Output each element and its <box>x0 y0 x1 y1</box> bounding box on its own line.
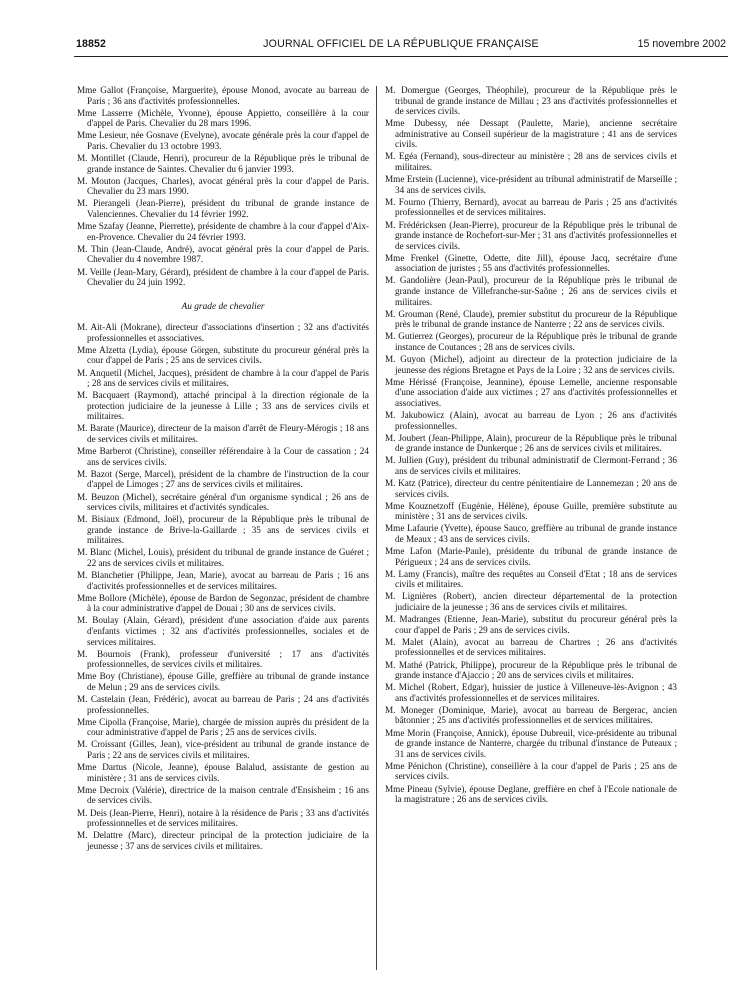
list-entry: Mme Decroix (Valérie), directrice de la maison centrale d'Ensisheim ; 16 ans de services civils. <box>77 784 369 806</box>
list-entry: M. Moneger (Dominique, Marie), avocat au barreau de Bergerac, ancien bâtonnier ; 25 ans d'activités professionnelles et de services militaires. <box>385 704 677 726</box>
list-entry: M. Joubert (Jean-Philippe, Alain), procureur de la République près le tribunal de grande instance de Dunkerque ; 26 ans de services civils et militaires. <box>385 432 677 454</box>
list-entry: M. Malet (Alain), avocat au barreau de Chartres ; 26 ans d'activités professionnelles et de services militaires. <box>385 636 677 658</box>
left-column <box>77 85 369 853</box>
header-rule <box>74 56 728 57</box>
list-entry: M. Delattre (Marc), directeur principal de la protection judiciaire de la jeunesse ; 37 ans de services civils et militaires. <box>77 830 369 851</box>
list-entry: M. Egéa (Fernand), sous-directeur au ministère ; 28 ans de services civils et militaires. <box>385 151 677 173</box>
list-entry: Mme Cipolla (Françoise, Marie), chargée de mission auprès du président de la cour administrative d'appel de Paris ; 25 ans de services civils. <box>77 716 369 738</box>
publication-date: 15 novembre 2002 <box>637 38 726 50</box>
list-entry: M. Gandolière (Jean-Paul), procureur de la République près le tribunal de grande instance de Villefranche-sur-Saône ; 26 ans de services civils et militaires. <box>385 275 677 307</box>
list-entry: M. Michel (Robert, Edgar), huissier de justice à Villeneuve-lès-Avignon ; 43 ans d'activités professionnelles et de services militaires. <box>385 682 677 703</box>
list-entry: M. Deis (Jean-Pierre, Henri), notaire à la résidence de Paris ; 33 ans d'activités professionnelles et de services militaires. <box>77 807 369 829</box>
journal-title: JOURNAL OFFICIEL DE LA RÉPUBLIQUE FRANÇAISE <box>263 38 539 50</box>
right-column <box>385 85 677 806</box>
list-entry: M. Barate (Maurice), directeur de la maison d'arrêt de Fleury-Mérogis ; 18 ans de services civils et militaires. <box>77 423 369 444</box>
list-entry: M. Guyon (Michel), adjoint au directeur de la protection judiciaire de la jeunesse des régions Bretagne et Pays de la Loire ; 32 ans de services civils. <box>385 354 677 375</box>
list-entry: Mme Morin (Françoise, Annick), épouse Dubreuil, vice-présidente au tribunal de grande instance de Nanterre, chargée du tribunal d'instance de Puteaux ; 31 ans de services civils. <box>385 727 677 759</box>
list-entry: M. Bisiaux (Edmond, Joël), procureur de la République près le tribunal de grande instance de Brive-la-Gaillarde ; 35 ans de services civils et militaires. <box>77 514 369 546</box>
list-entry: M. Fourno (Thierry, Bernard), avocat au barreau de Paris ; 25 ans d'activités professionnelles et de services militaires. <box>385 196 677 218</box>
list-entry: M. Croissant (Gilles, Jean), vice-président au tribunal de grande instance de Paris ; 22 ans de services civils et militaires. <box>77 739 369 761</box>
list-entry: M. Katz (Patrice), directeur du centre pénitentiaire de Lannemezan ; 20 ans de services civils. <box>385 478 677 499</box>
list-entry: Mme Boy (Christiane), épouse Gille, greffière au tribunal de grande instance de Melun ; 29 ans de services civils. <box>77 671 369 692</box>
list-entry: M. Madranges (Etienne, Jean-Marie), substitut du procureur général près la cour d'appel de Paris ; 29 ans de services civils. <box>385 614 677 635</box>
list-entry: M. Thin (Jean-Claude, André), avocat général près la cour d'appel de Paris. Chevalier du 4 novembre 1987. <box>77 243 369 265</box>
list-entry: M. Frédéricksen (Jean-Pierre), procureur de la République près le tribunal de grande instance de Rochefort-sur-Mer ; 31 ans d'activités professionnelles et de services civils. <box>385 219 677 251</box>
left-bottom-list <box>77 322 369 851</box>
list-entry: Mme Bollore (Michèle), épouse de Bardon de Segonzac, président de chambre à la cour administrative d'appel de Douai ; 30 ans de services civils. <box>77 592 369 614</box>
list-entry: M. Bacquaert (Raymond), attaché principal à la direction régionale de la protection judiciaire de la jeunesse à Lille ; 33 ans de services civils et militaires. <box>77 390 369 422</box>
list-entry: M. Lamy (Francis), maître des requêtes au Conseil d'Etat ; 18 ans de services civils et militaires. <box>385 568 677 590</box>
list-entry: M. Anquetil (Michel, Jacques), président de chambre à la cour d'appel de Paris ; 28 ans de services civils et militaires. <box>77 367 369 389</box>
list-entry: Mme Kouznetzoff (Eugénie, Hélène), épouse Guille, première substitute au ministère ; 31 ans de services civils. <box>385 500 677 522</box>
list-entry: M. Blanc (Michel, Louis), président du tribunal de grande instance de Guéret ; 22 ans de services civils et militaires. <box>77 547 369 568</box>
list-entry: M. Boulay (Alain, Gérard), président d'une association d'aide aux parents d'enfants victimes ; 32 ans d'activités professionnelles, sociales et de services militaires. <box>77 615 369 647</box>
list-entry: Mme Erstein (Lucienne), vice-président au tribunal administratif de Marseille ; 34 ans de services civils. <box>385 174 677 195</box>
list-entry: Mme Lesieur, née Gosnave (Evelyne), avocate générale près la cour d'appel de Paris. Chevalier du 13 octobre 1993. <box>77 130 369 151</box>
list-entry: M. Grouman (René, Claude), premier substitut du procureur de la République près le tribunal de grande instance de Nanterre ; 22 ans de services civils. <box>385 308 677 330</box>
list-entry: Mme Barberot (Christine), conseiller référendaire à la Cour de cassation ; 24 ans de services civils. <box>77 446 369 467</box>
list-entry: M. Bazot (Serge, Marcel), président de la chambre de l'instruction de la cour d'appel de Limoges ; 27 ans de services civils et militaires. <box>77 468 369 490</box>
list-entry: M. Montillet (Claude, Henri), procureur de la République près le tribunal de grande instance de Saintes. Chevalier du 6 janvier 1993. <box>77 153 369 174</box>
list-entry: Mme Hérissé (Françoise, Jeannine), épouse Lemelle, ancienne responsable d'une association d'aide aux victimes ; 27 ans d'activités professionnelles et associatives. <box>385 376 677 408</box>
list-entry: Mme Lasserre (Michèle, Yvonne), épouse Appietto, conseillère à la cour d'appel de Paris. Chevalier du 28 mars 1996. <box>77 107 369 129</box>
list-entry: M. Domergue (Georges, Théophile), procureur de la République près le tribunal de grande instance de Millau ; 23 ans d'activités professionnelles et de services civils. <box>385 85 677 117</box>
list-entry: M. Mouton (Jacques, Charles), avocat général près la cour d'appel de Paris. Chevalier du 23 mars 1990. <box>77 175 369 197</box>
right-list <box>385 85 677 805</box>
list-entry: Mme Pénichon (Christine), conseillère à la cour d'appel de Paris ; 25 ans de services civils. <box>385 760 677 782</box>
left-top-list <box>77 85 369 288</box>
list-entry: Mme Frenkel (Ginette, Odette, dite Jill), épouse Jacq, secrétaire d'une association de juristes ; 55 ans d'activités professionnelles. <box>385 252 677 274</box>
list-entry: M. Gutierrez (Georges), procureur de la République près le tribunal de grande instance de Coutances ; 28 ans de services civils. <box>385 331 677 352</box>
list-entry: M. Bournois (Frank), professeur d'université ; 17 ans d'activités professionnelles, de services civils et militaires. <box>77 648 369 670</box>
list-entry: M. Jakubowicz (Alain), avocat au barreau de Lyon ; 26 ans d'activités professionnelles. <box>385 409 677 431</box>
page-header <box>76 38 726 54</box>
list-entry: M. Beuzon (Michel), secrétaire général d'un organisme syndical ; 26 ans de services civils, militaires et d'activités syndicales. <box>77 491 369 513</box>
list-entry: Mme Alzetta (Lydia), épouse Görgen, substitute du procureur général près la cour d'appel de Paris ; 25 ans de services civils. <box>77 344 369 366</box>
list-entry: M. Lignières (Robert), ancien directeur départemental de la protection judiciaire de la jeunesse ; 36 ans de services civils et militaires. <box>385 591 677 613</box>
list-entry: Mme Dubessy, née Dessapt (Paulette, Marie), ancienne secrétaire administrative au Conseil supérieur de la magistrature ; 41 ans de services civils. <box>385 118 677 150</box>
list-entry: M. Castelain (Jean, Frédéric), avocat au barreau de Paris ; 24 ans d'activités professionnelles. <box>77 694 369 715</box>
list-entry: M. Mathé (Patrick, Philippe), procureur de la République près le tribunal de grande instance d'Ajaccio ; 20 ans de services civils et militaires. <box>385 659 677 681</box>
list-entry: M. Blanchetier (Philippe, Jean, Marie), avocat au barreau de Paris ; 16 ans d'activités professionnelles et de services militaires. <box>77 570 369 591</box>
list-entry: M. Ait-Ali (Mokrane), directeur d'associations d'insertion ; 32 ans d'activités professionnelles et associatives. <box>77 322 369 343</box>
section-title: Au grade de chevalier <box>181 301 265 312</box>
page-number: 18852 <box>76 38 106 50</box>
list-entry: Mme Pineau (Sylvie), épouse Deglane, greffière en chef à l'Ecole nationale de la magistrature ; 26 ans de services civils. <box>385 783 677 805</box>
list-entry: Mme Gallot (Françoise, Marguerite), épouse Monod, avocate au barreau de Paris ; 36 ans d'activités professionnelles. <box>77 85 369 106</box>
list-entry: Mme Szafay (Jeanne, Pierrette), présidente de chambre à la cour d'appel d'Aix-en-Provence. Chevalier du 24 février 1993. <box>77 221 369 242</box>
list-entry: Mme Lafaurie (Yvette), épouse Sauco, greffière au tribunal de grande instance de Meaux ; 43 ans de services civils. <box>385 523 677 544</box>
list-entry: M. Jullien (Guy), président du tribunal administratif de Clermont-Ferrand ; 36 ans de services civils et militaires. <box>385 455 677 476</box>
list-entry: M. Pierangeli (Jean-Pierre), président du tribunal de grande instance de Valenciennes. Chevalier du 14 février 1992. <box>77 198 369 219</box>
list-entry: Mme Dartus (Nicole, Jeanne), épouse Balalud, assistante de gestion au ministère ; 31 ans de services civils. <box>77 762 369 783</box>
list-entry: M. Veille (Jean-Mary, Gérard), président de chambre à la cour d'appel de Paris. Chevalier du 24 juin 1992. <box>77 266 369 288</box>
column-divider <box>376 86 377 970</box>
list-entry: Mme Lafon (Marie-Paule), présidente du tribunal de grande instance de Périgueux ; 24 ans de services civils. <box>385 546 677 567</box>
